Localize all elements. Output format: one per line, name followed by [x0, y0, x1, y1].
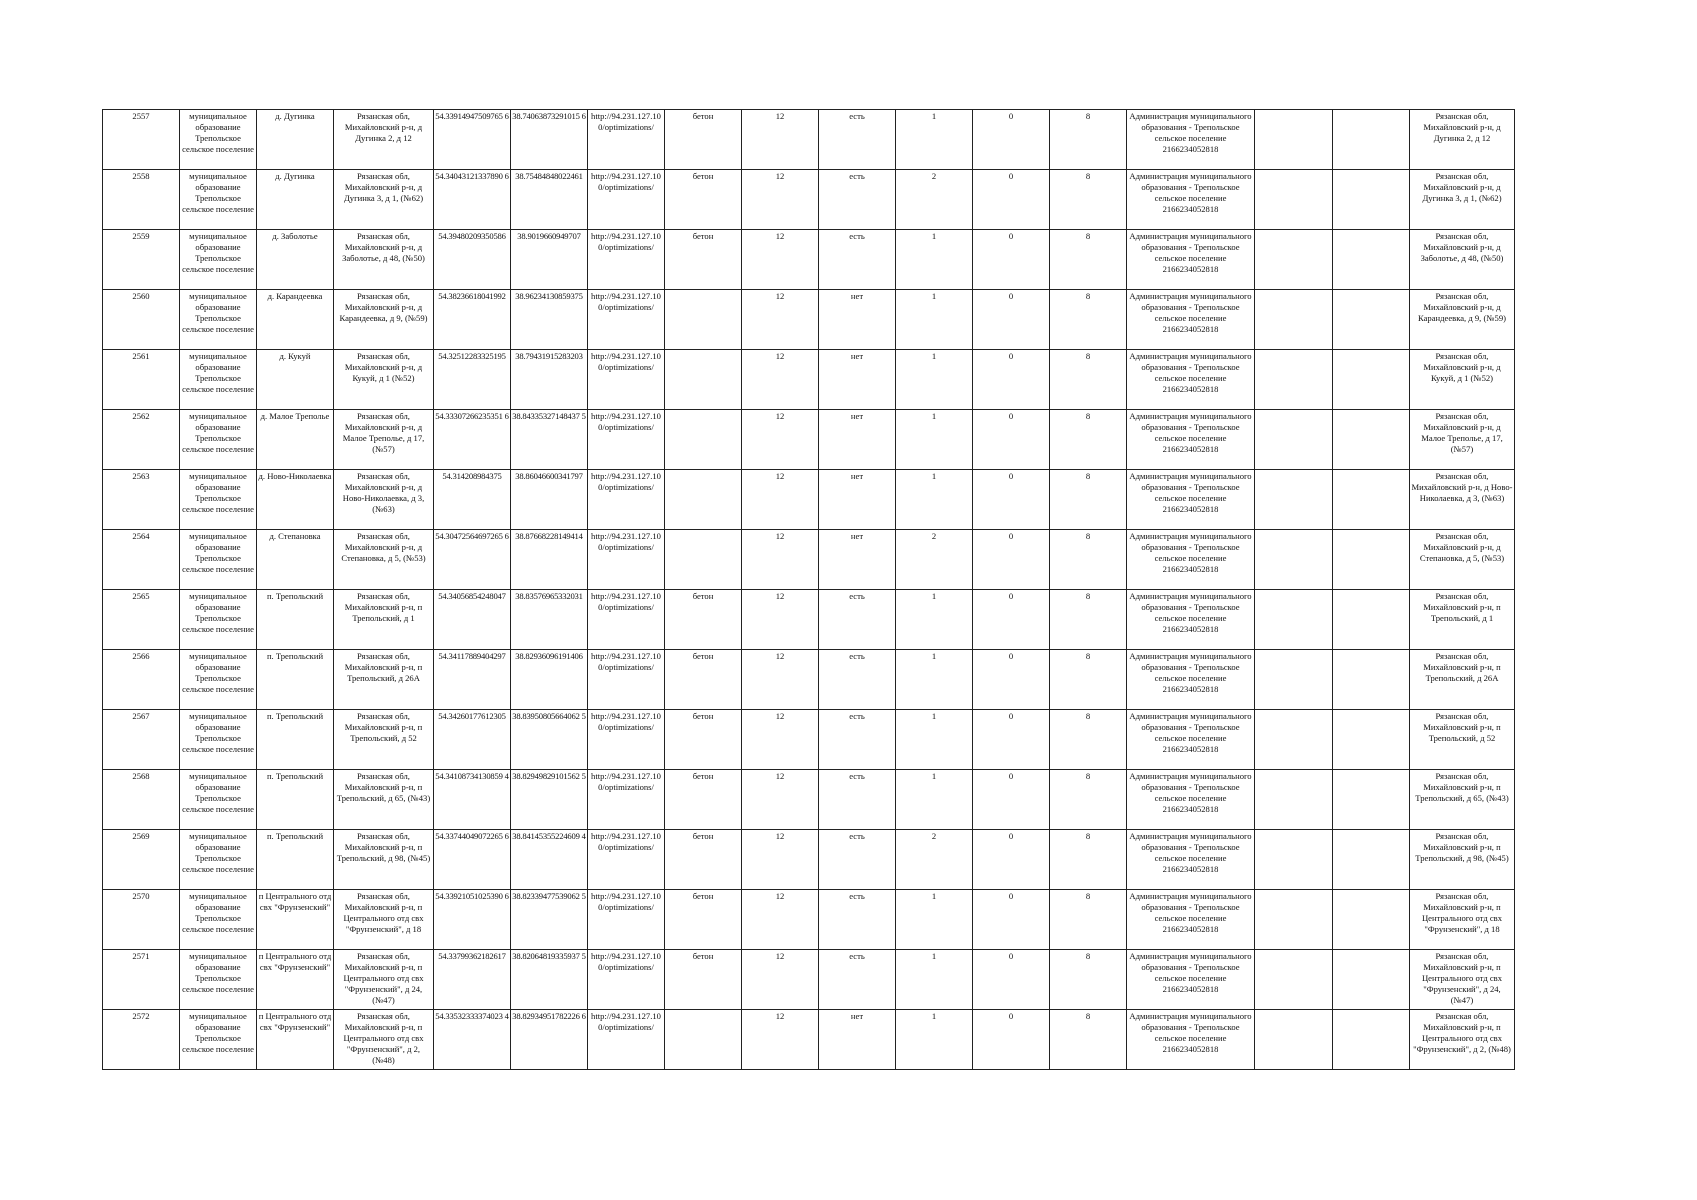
area-cell: 12	[742, 650, 819, 710]
owner-cell: Администрация муниципального образования - Трепольское сельское поселение 2166234052818	[1127, 770, 1255, 830]
address-cell: Рязанская обл, Михайловский р-н, п Трепольский, д 26А	[334, 650, 434, 710]
table-body	[103, 110, 1515, 1070]
surface-type-cell: бетон	[665, 170, 742, 230]
address-cell: Рязанская обл, Михайловский р-н, д Заболотье, д 48, (№50)	[334, 230, 434, 290]
container-count-cell: 1	[896, 950, 973, 1010]
surface-type-cell	[665, 530, 742, 590]
container-volume-cell: 8	[1050, 350, 1127, 410]
area-cell: 12	[742, 530, 819, 590]
latitude-cell: 54.33532333374023 4	[434, 1010, 511, 1070]
settlement-cell: п. Трепольский	[257, 770, 334, 830]
empty-cell	[1333, 1010, 1410, 1070]
longitude-cell: 38.82936096191406	[511, 650, 588, 710]
map-link-cell: http://94.231.127.10 0/optimizations/	[588, 110, 665, 170]
fence-cell: есть	[819, 650, 896, 710]
empty-cell	[1333, 950, 1410, 1010]
settlement-cell: п Центрального отд свх "Фрунзенский"	[257, 1010, 334, 1070]
latitude-cell: 54.34260177612305	[434, 710, 511, 770]
row-number-cell: 2563	[103, 470, 180, 530]
longitude-cell: 38.87668228149414	[511, 530, 588, 590]
table-row	[103, 110, 1515, 170]
latitude-cell: 54.34056854248047	[434, 590, 511, 650]
planned-container-count-cell: 0	[973, 350, 1050, 410]
municipality-cell: муниципальное образование Трепольское сельское поселение	[180, 410, 257, 470]
empty-cell	[1255, 830, 1333, 890]
fence-cell: нет	[819, 1010, 896, 1070]
planned-container-count-cell: 0	[973, 410, 1050, 470]
table-row	[103, 470, 1515, 530]
settlement-cell: д. Степановка	[257, 530, 334, 590]
owner-cell: Администрация муниципального образования - Трепольское сельское поселение 2166234052818	[1127, 230, 1255, 290]
container-count-cell: 1	[896, 410, 973, 470]
container-count-cell: 2	[896, 170, 973, 230]
surface-type-cell: бетон	[665, 830, 742, 890]
waste-source-cell: Рязанская обл, Михайловский р-н, п Центрального отд свх "Фрунзенский", д 18	[1410, 890, 1515, 950]
surface-type-cell: бетон	[665, 950, 742, 1010]
address-cell: Рязанская обл, Михайловский р-н, п Трепольский, д 65, (№43)	[334, 770, 434, 830]
planned-container-count-cell: 0	[973, 710, 1050, 770]
address-cell: Рязанская обл, Михайловский р-н, п Трепольский, д 98, (№45)	[334, 830, 434, 890]
container-count-cell: 1	[896, 290, 973, 350]
row-number-cell: 2571	[103, 950, 180, 1010]
empty-cell	[1255, 350, 1333, 410]
owner-cell: Администрация муниципального образования - Трепольское сельское поселение 2166234052818	[1127, 530, 1255, 590]
row-number-cell: 2565	[103, 590, 180, 650]
surface-type-cell	[665, 410, 742, 470]
latitude-cell: 54.33307266235351 6	[434, 410, 511, 470]
container-volume-cell: 8	[1050, 1010, 1127, 1070]
settlement-cell: д. Малое Треполье	[257, 410, 334, 470]
row-number-cell: 2566	[103, 650, 180, 710]
empty-cell	[1255, 170, 1333, 230]
empty-cell	[1333, 230, 1410, 290]
planned-container-count-cell: 0	[973, 470, 1050, 530]
row-number-cell: 2570	[103, 890, 180, 950]
row-number-cell: 2564	[103, 530, 180, 590]
container-volume-cell: 8	[1050, 590, 1127, 650]
empty-cell	[1255, 710, 1333, 770]
table-row	[103, 950, 1515, 1010]
row-number-cell: 2569	[103, 830, 180, 890]
surface-type-cell: бетон	[665, 590, 742, 650]
area-cell: 12	[742, 290, 819, 350]
longitude-cell: 38.9019660949707	[511, 230, 588, 290]
owner-cell: Администрация муниципального образования - Трепольское сельское поселение 2166234052818	[1127, 590, 1255, 650]
surface-type-cell: бетон	[665, 230, 742, 290]
empty-cell	[1333, 410, 1410, 470]
owner-cell: Администрация муниципального образования - Трепольское сельское поселение 2166234052818	[1127, 170, 1255, 230]
map-link-cell: http://94.231.127.10 0/optimizations/	[588, 710, 665, 770]
address-cell: Рязанская обл, Михайловский р-н, д Дугинка 3, д 1, (№62)	[334, 170, 434, 230]
area-cell: 12	[742, 170, 819, 230]
longitude-cell: 38.82064819335937 5	[511, 950, 588, 1010]
container-volume-cell: 8	[1050, 110, 1127, 170]
planned-container-count-cell: 0	[973, 770, 1050, 830]
latitude-cell: 54.33744049072265 6	[434, 830, 511, 890]
empty-cell	[1255, 890, 1333, 950]
fence-cell: есть	[819, 770, 896, 830]
fence-cell: нет	[819, 350, 896, 410]
latitude-cell: 54.33914947509765 6	[434, 110, 511, 170]
container-count-cell: 1	[896, 230, 973, 290]
planned-container-count-cell: 0	[973, 1010, 1050, 1070]
empty-cell	[1255, 110, 1333, 170]
area-cell: 12	[742, 890, 819, 950]
owner-cell: Администрация муниципального образования - Трепольское сельское поселение 2166234052818	[1127, 830, 1255, 890]
latitude-cell: 54.39480209350586	[434, 230, 511, 290]
table-row	[103, 290, 1515, 350]
table-row	[103, 830, 1515, 890]
map-link-cell: http://94.231.127.10 0/optimizations/	[588, 950, 665, 1010]
table-row	[103, 170, 1515, 230]
settlement-cell: д. Дугинка	[257, 170, 334, 230]
table-row	[103, 350, 1515, 410]
longitude-cell: 38.74063873291015 6	[511, 110, 588, 170]
address-cell: Рязанская обл, Михайловский р-н, д Малое Треполье, д 17, (№57)	[334, 410, 434, 470]
municipality-cell: муниципальное образование Трепольское сельское поселение	[180, 470, 257, 530]
planned-container-count-cell: 0	[973, 110, 1050, 170]
latitude-cell: 54.33799362182617	[434, 950, 511, 1010]
container-count-cell: 1	[896, 650, 973, 710]
municipality-cell: муниципальное образование Трепольское сельское поселение	[180, 230, 257, 290]
map-link-cell: http://94.231.127.10 0/optimizations/	[588, 890, 665, 950]
fence-cell: есть	[819, 170, 896, 230]
longitude-cell: 38.96234130859375	[511, 290, 588, 350]
owner-cell: Администрация муниципального образования - Трепольское сельское поселение 2166234052818	[1127, 710, 1255, 770]
table-row	[103, 770, 1515, 830]
owner-cell: Администрация муниципального образования - Трепольское сельское поселение 2166234052818	[1127, 1010, 1255, 1070]
municipality-cell: муниципальное образование Трепольское сельское поселение	[180, 530, 257, 590]
settlement-cell: п. Трепольский	[257, 650, 334, 710]
area-cell: 12	[742, 830, 819, 890]
longitude-cell: 38.83950805664062 5	[511, 710, 588, 770]
fence-cell: есть	[819, 110, 896, 170]
longitude-cell: 38.84145355224609 4	[511, 830, 588, 890]
row-number-cell: 2561	[103, 350, 180, 410]
waste-source-cell: Рязанская обл, Михайловский р-н, д Дугинка 2, д 12	[1410, 110, 1515, 170]
empty-cell	[1255, 950, 1333, 1010]
address-cell: Рязанская обл, Михайловский р-н, д Кукуй, д 1 (№52)	[334, 350, 434, 410]
fence-cell: нет	[819, 410, 896, 470]
empty-cell	[1255, 410, 1333, 470]
settlement-cell: п Центрального отд свх "Фрунзенский"	[257, 890, 334, 950]
row-number-cell: 2560	[103, 290, 180, 350]
map-link-cell: http://94.231.127.10 0/optimizations/	[588, 830, 665, 890]
document-sheet	[102, 109, 1515, 1070]
surface-type-cell	[665, 470, 742, 530]
empty-cell	[1255, 470, 1333, 530]
planned-container-count-cell: 0	[973, 830, 1050, 890]
municipality-cell: муниципальное образование Трепольское сельское поселение	[180, 950, 257, 1010]
empty-cell	[1255, 650, 1333, 710]
waste-source-cell: Рязанская обл, Михайловский р-н, д Кукуй, д 1 (№52)	[1410, 350, 1515, 410]
empty-cell	[1255, 590, 1333, 650]
settlement-cell: д. Ново-Николаевка	[257, 470, 334, 530]
settlement-cell: п. Трепольский	[257, 590, 334, 650]
longitude-cell: 38.82949829101562 5	[511, 770, 588, 830]
fence-cell: есть	[819, 890, 896, 950]
empty-cell	[1255, 530, 1333, 590]
empty-cell	[1255, 1010, 1333, 1070]
municipality-cell: муниципальное образование Трепольское сельское поселение	[180, 830, 257, 890]
fence-cell: есть	[819, 230, 896, 290]
container-count-cell: 2	[896, 830, 973, 890]
empty-cell	[1255, 230, 1333, 290]
container-count-cell: 1	[896, 1010, 973, 1070]
municipality-cell: муниципальное образование Трепольское сельское поселение	[180, 650, 257, 710]
address-cell: Рязанская обл, Михайловский р-н, п Трепольский, д 52	[334, 710, 434, 770]
latitude-cell: 54.30472564697265 6	[434, 530, 511, 590]
row-number-cell: 2567	[103, 710, 180, 770]
fence-cell: есть	[819, 830, 896, 890]
row-number-cell: 2558	[103, 170, 180, 230]
empty-cell	[1333, 110, 1410, 170]
owner-cell: Администрация муниципального образования - Трепольское сельское поселение 2166234052818	[1127, 350, 1255, 410]
waste-source-cell: Рязанская обл, Михайловский р-н, п Трепольский, д 65, (№43)	[1410, 770, 1515, 830]
area-cell: 12	[742, 710, 819, 770]
owner-cell: Администрация муниципального образования - Трепольское сельское поселение 2166234052818	[1127, 410, 1255, 470]
map-link-cell: http://94.231.127.10 0/optimizations/	[588, 230, 665, 290]
container-count-cell: 1	[896, 350, 973, 410]
longitude-cell: 38.82339477539062 5	[511, 890, 588, 950]
empty-cell	[1333, 590, 1410, 650]
latitude-cell: 54.34043121337890 6	[434, 170, 511, 230]
map-link-cell: http://94.231.127.10 0/optimizations/	[588, 590, 665, 650]
municipality-cell: муниципальное образование Трепольское сельское поселение	[180, 350, 257, 410]
settlement-cell: д. Заболотье	[257, 230, 334, 290]
owner-cell: Администрация муниципального образования - Трепольское сельское поселение 2166234052818	[1127, 950, 1255, 1010]
waste-source-cell: Рязанская обл, Михайловский р-н, д Карандеевка, д 9, (№59)	[1410, 290, 1515, 350]
container-volume-cell: 8	[1050, 830, 1127, 890]
map-link-cell: http://94.231.127.10 0/optimizations/	[588, 290, 665, 350]
container-count-cell: 1	[896, 770, 973, 830]
longitude-cell: 38.82934951782226 6	[511, 1010, 588, 1070]
owner-cell: Администрация муниципального образования - Трепольское сельское поселение 2166234052818	[1127, 290, 1255, 350]
planned-container-count-cell: 0	[973, 590, 1050, 650]
settlement-cell: д. Дугинка	[257, 110, 334, 170]
longitude-cell: 38.75484848022461	[511, 170, 588, 230]
row-number-cell: 2572	[103, 1010, 180, 1070]
area-cell: 12	[742, 770, 819, 830]
row-number-cell: 2562	[103, 410, 180, 470]
empty-cell	[1333, 170, 1410, 230]
municipality-cell: муниципальное образование Трепольское сельское поселение	[180, 710, 257, 770]
waste-source-cell: Рязанская обл, Михайловский р-н, п Центрального отд свх "Фрунзенский", д 2, (№48)	[1410, 1010, 1515, 1070]
row-number-cell: 2557	[103, 110, 180, 170]
surface-type-cell: бетон	[665, 770, 742, 830]
empty-cell	[1333, 470, 1410, 530]
container-count-cell: 1	[896, 890, 973, 950]
container-volume-cell: 8	[1050, 950, 1127, 1010]
address-cell: Рязанская обл, Михайловский р-н, д Ново-Николаевка, д 3, (№63)	[334, 470, 434, 530]
surface-type-cell: бетон	[665, 650, 742, 710]
container-volume-cell: 8	[1050, 650, 1127, 710]
empty-cell	[1333, 650, 1410, 710]
owner-cell: Администрация муниципального образования - Трепольское сельское поселение 2166234052818	[1127, 470, 1255, 530]
map-link-cell: http://94.231.127.10 0/optimizations/	[588, 350, 665, 410]
fence-cell: есть	[819, 590, 896, 650]
container-volume-cell: 8	[1050, 710, 1127, 770]
empty-cell	[1333, 350, 1410, 410]
map-link-cell: http://94.231.127.10 0/optimizations/	[588, 410, 665, 470]
address-cell: Рязанская обл, Михайловский р-н, п Центрального отд свх "Фрунзенский", д 18	[334, 890, 434, 950]
table-row	[103, 710, 1515, 770]
planned-container-count-cell: 0	[973, 650, 1050, 710]
container-volume-cell: 8	[1050, 470, 1127, 530]
latitude-cell: 54.314208984375	[434, 470, 511, 530]
area-cell: 12	[742, 950, 819, 1010]
owner-cell: Администрация муниципального образования - Трепольское сельское поселение 2166234052818	[1127, 650, 1255, 710]
map-link-cell: http://94.231.127.10 0/optimizations/	[588, 1010, 665, 1070]
waste-source-cell: Рязанская обл, Михайловский р-н, д Ново-Николаевка, д 3, (№63)	[1410, 470, 1515, 530]
fence-cell: есть	[819, 950, 896, 1010]
settlement-cell: п Центрального отд свх "Фрунзенский"	[257, 950, 334, 1010]
empty-cell	[1333, 530, 1410, 590]
container-count-cell: 2	[896, 530, 973, 590]
longitude-cell: 38.79431915283203	[511, 350, 588, 410]
planned-container-count-cell: 0	[973, 530, 1050, 590]
container-volume-cell: 8	[1050, 410, 1127, 470]
municipality-cell: муниципальное образование Трепольское сельское поселение	[180, 170, 257, 230]
surface-type-cell	[665, 1010, 742, 1070]
longitude-cell: 38.84335327148437 5	[511, 410, 588, 470]
latitude-cell: 54.33921051025390 6	[434, 890, 511, 950]
address-cell: Рязанская обл, Михайловский р-н, п Центрального отд свх "Фрунзенский", д 2, (№48)	[334, 1010, 434, 1070]
table-row	[103, 590, 1515, 650]
planned-container-count-cell: 0	[973, 170, 1050, 230]
address-cell: Рязанская обл, Михайловский р-н, д Карандеевка, д 9, (№59)	[334, 290, 434, 350]
container-volume-cell: 8	[1050, 230, 1127, 290]
empty-cell	[1255, 770, 1333, 830]
address-cell: Рязанская обл, Михайловский р-н, д Степановка, д 5, (№53)	[334, 530, 434, 590]
area-cell: 12	[742, 350, 819, 410]
address-cell: Рязанская обл, Михайловский р-н, п Трепольский, д 1	[334, 590, 434, 650]
map-link-cell: http://94.231.127.10 0/optimizations/	[588, 770, 665, 830]
container-volume-cell: 8	[1050, 290, 1127, 350]
table-row	[103, 890, 1515, 950]
waste-source-cell: Рязанская обл, Михайловский р-н, д Степановка, д 5, (№53)	[1410, 530, 1515, 590]
empty-cell	[1333, 770, 1410, 830]
waste-source-cell: Рязанская обл, Михайловский р-н, д Малое Треполье, д 17, (№57)	[1410, 410, 1515, 470]
latitude-cell: 54.38236618041992	[434, 290, 511, 350]
municipality-cell: муниципальное образование Трепольское сельское поселение	[180, 110, 257, 170]
longitude-cell: 38.83576965332031	[511, 590, 588, 650]
container-count-cell: 1	[896, 590, 973, 650]
container-volume-cell: 8	[1050, 170, 1127, 230]
planned-container-count-cell: 0	[973, 230, 1050, 290]
surface-type-cell: бетон	[665, 710, 742, 770]
municipality-cell: муниципальное образование Трепольское сельское поселение	[180, 590, 257, 650]
planned-container-count-cell: 0	[973, 950, 1050, 1010]
area-cell: 12	[742, 410, 819, 470]
waste-source-cell: Рязанская обл, Михайловский р-н, п Трепольский, д 98, (№45)	[1410, 830, 1515, 890]
waste-source-cell: Рязанская обл, Михайловский р-н, п Трепольский, д 26А	[1410, 650, 1515, 710]
map-link-cell: http://94.231.127.10 0/optimizations/	[588, 470, 665, 530]
planned-container-count-cell: 0	[973, 890, 1050, 950]
latitude-cell: 54.34108734130859 4	[434, 770, 511, 830]
empty-cell	[1333, 710, 1410, 770]
container-volume-cell: 8	[1050, 530, 1127, 590]
fence-cell: нет	[819, 470, 896, 530]
longitude-cell: 38.86046600341797	[511, 470, 588, 530]
waste-source-cell: Рязанская обл, Михайловский р-н, д Дугинка 3, д 1, (№62)	[1410, 170, 1515, 230]
planned-container-count-cell: 0	[973, 290, 1050, 350]
municipality-cell: муниципальное образование Трепольское сельское поселение	[180, 290, 257, 350]
waste-source-cell: Рязанская обл, Михайловский р-н, д Заболотье, д 48, (№50)	[1410, 230, 1515, 290]
settlement-cell: п. Трепольский	[257, 710, 334, 770]
empty-cell	[1255, 290, 1333, 350]
settlement-cell: п. Трепольский	[257, 830, 334, 890]
surface-type-cell: бетон	[665, 110, 742, 170]
surface-type-cell	[665, 350, 742, 410]
map-link-cell: http://94.231.127.10 0/optimizations/	[588, 650, 665, 710]
address-cell: Рязанская обл, Михайловский р-н, п Центрального отд свх "Фрунзенский", д 24, (№47)	[334, 950, 434, 1010]
container-volume-cell: 8	[1050, 890, 1127, 950]
container-count-cell: 1	[896, 470, 973, 530]
latitude-cell: 54.34117889404297	[434, 650, 511, 710]
settlement-cell: д. Карандеевка	[257, 290, 334, 350]
row-number-cell: 2559	[103, 230, 180, 290]
table-row	[103, 230, 1515, 290]
row-number-cell: 2568	[103, 770, 180, 830]
area-cell: 12	[742, 1010, 819, 1070]
container-count-cell: 1	[896, 110, 973, 170]
map-link-cell: http://94.231.127.10 0/optimizations/	[588, 530, 665, 590]
map-link-cell: http://94.231.127.10 0/optimizations/	[588, 170, 665, 230]
area-cell: 12	[742, 470, 819, 530]
container-count-cell: 1	[896, 710, 973, 770]
table-row	[103, 650, 1515, 710]
latitude-cell: 54.32512283325195	[434, 350, 511, 410]
table-row	[103, 410, 1515, 470]
area-cell: 12	[742, 590, 819, 650]
area-cell: 12	[742, 230, 819, 290]
container-volume-cell: 8	[1050, 770, 1127, 830]
fence-cell: есть	[819, 710, 896, 770]
waste-source-cell: Рязанская обл, Михайловский р-н, п Центрального отд свх "Фрунзенский", д 24, (№47)	[1410, 950, 1515, 1010]
empty-cell	[1333, 830, 1410, 890]
empty-cell	[1333, 290, 1410, 350]
area-cell: 12	[742, 110, 819, 170]
owner-cell: Администрация муниципального образования - Трепольское сельское поселение 2166234052818	[1127, 110, 1255, 170]
municipality-cell: муниципальное образование Трепольское сельское поселение	[180, 890, 257, 950]
municipality-cell: муниципальное образование Трепольское сельское поселение	[180, 770, 257, 830]
municipality-cell: муниципальное образование Трепольское сельское поселение	[180, 1010, 257, 1070]
container-sites-table	[102, 109, 1515, 1070]
table-row	[103, 1010, 1515, 1070]
waste-source-cell: Рязанская обл, Михайловский р-н, п Трепольский, д 1	[1410, 590, 1515, 650]
settlement-cell: д. Кукуй	[257, 350, 334, 410]
fence-cell: нет	[819, 530, 896, 590]
table-row	[103, 530, 1515, 590]
waste-source-cell: Рязанская обл, Михайловский р-н, п Трепольский, д 52	[1410, 710, 1515, 770]
address-cell: Рязанская обл, Михайловский р-н, д Дугинка 2, д 12	[334, 110, 434, 170]
empty-cell	[1333, 890, 1410, 950]
fence-cell: нет	[819, 290, 896, 350]
owner-cell: Администрация муниципального образования - Трепольское сельское поселение 2166234052818	[1127, 890, 1255, 950]
surface-type-cell	[665, 290, 742, 350]
surface-type-cell: бетон	[665, 890, 742, 950]
